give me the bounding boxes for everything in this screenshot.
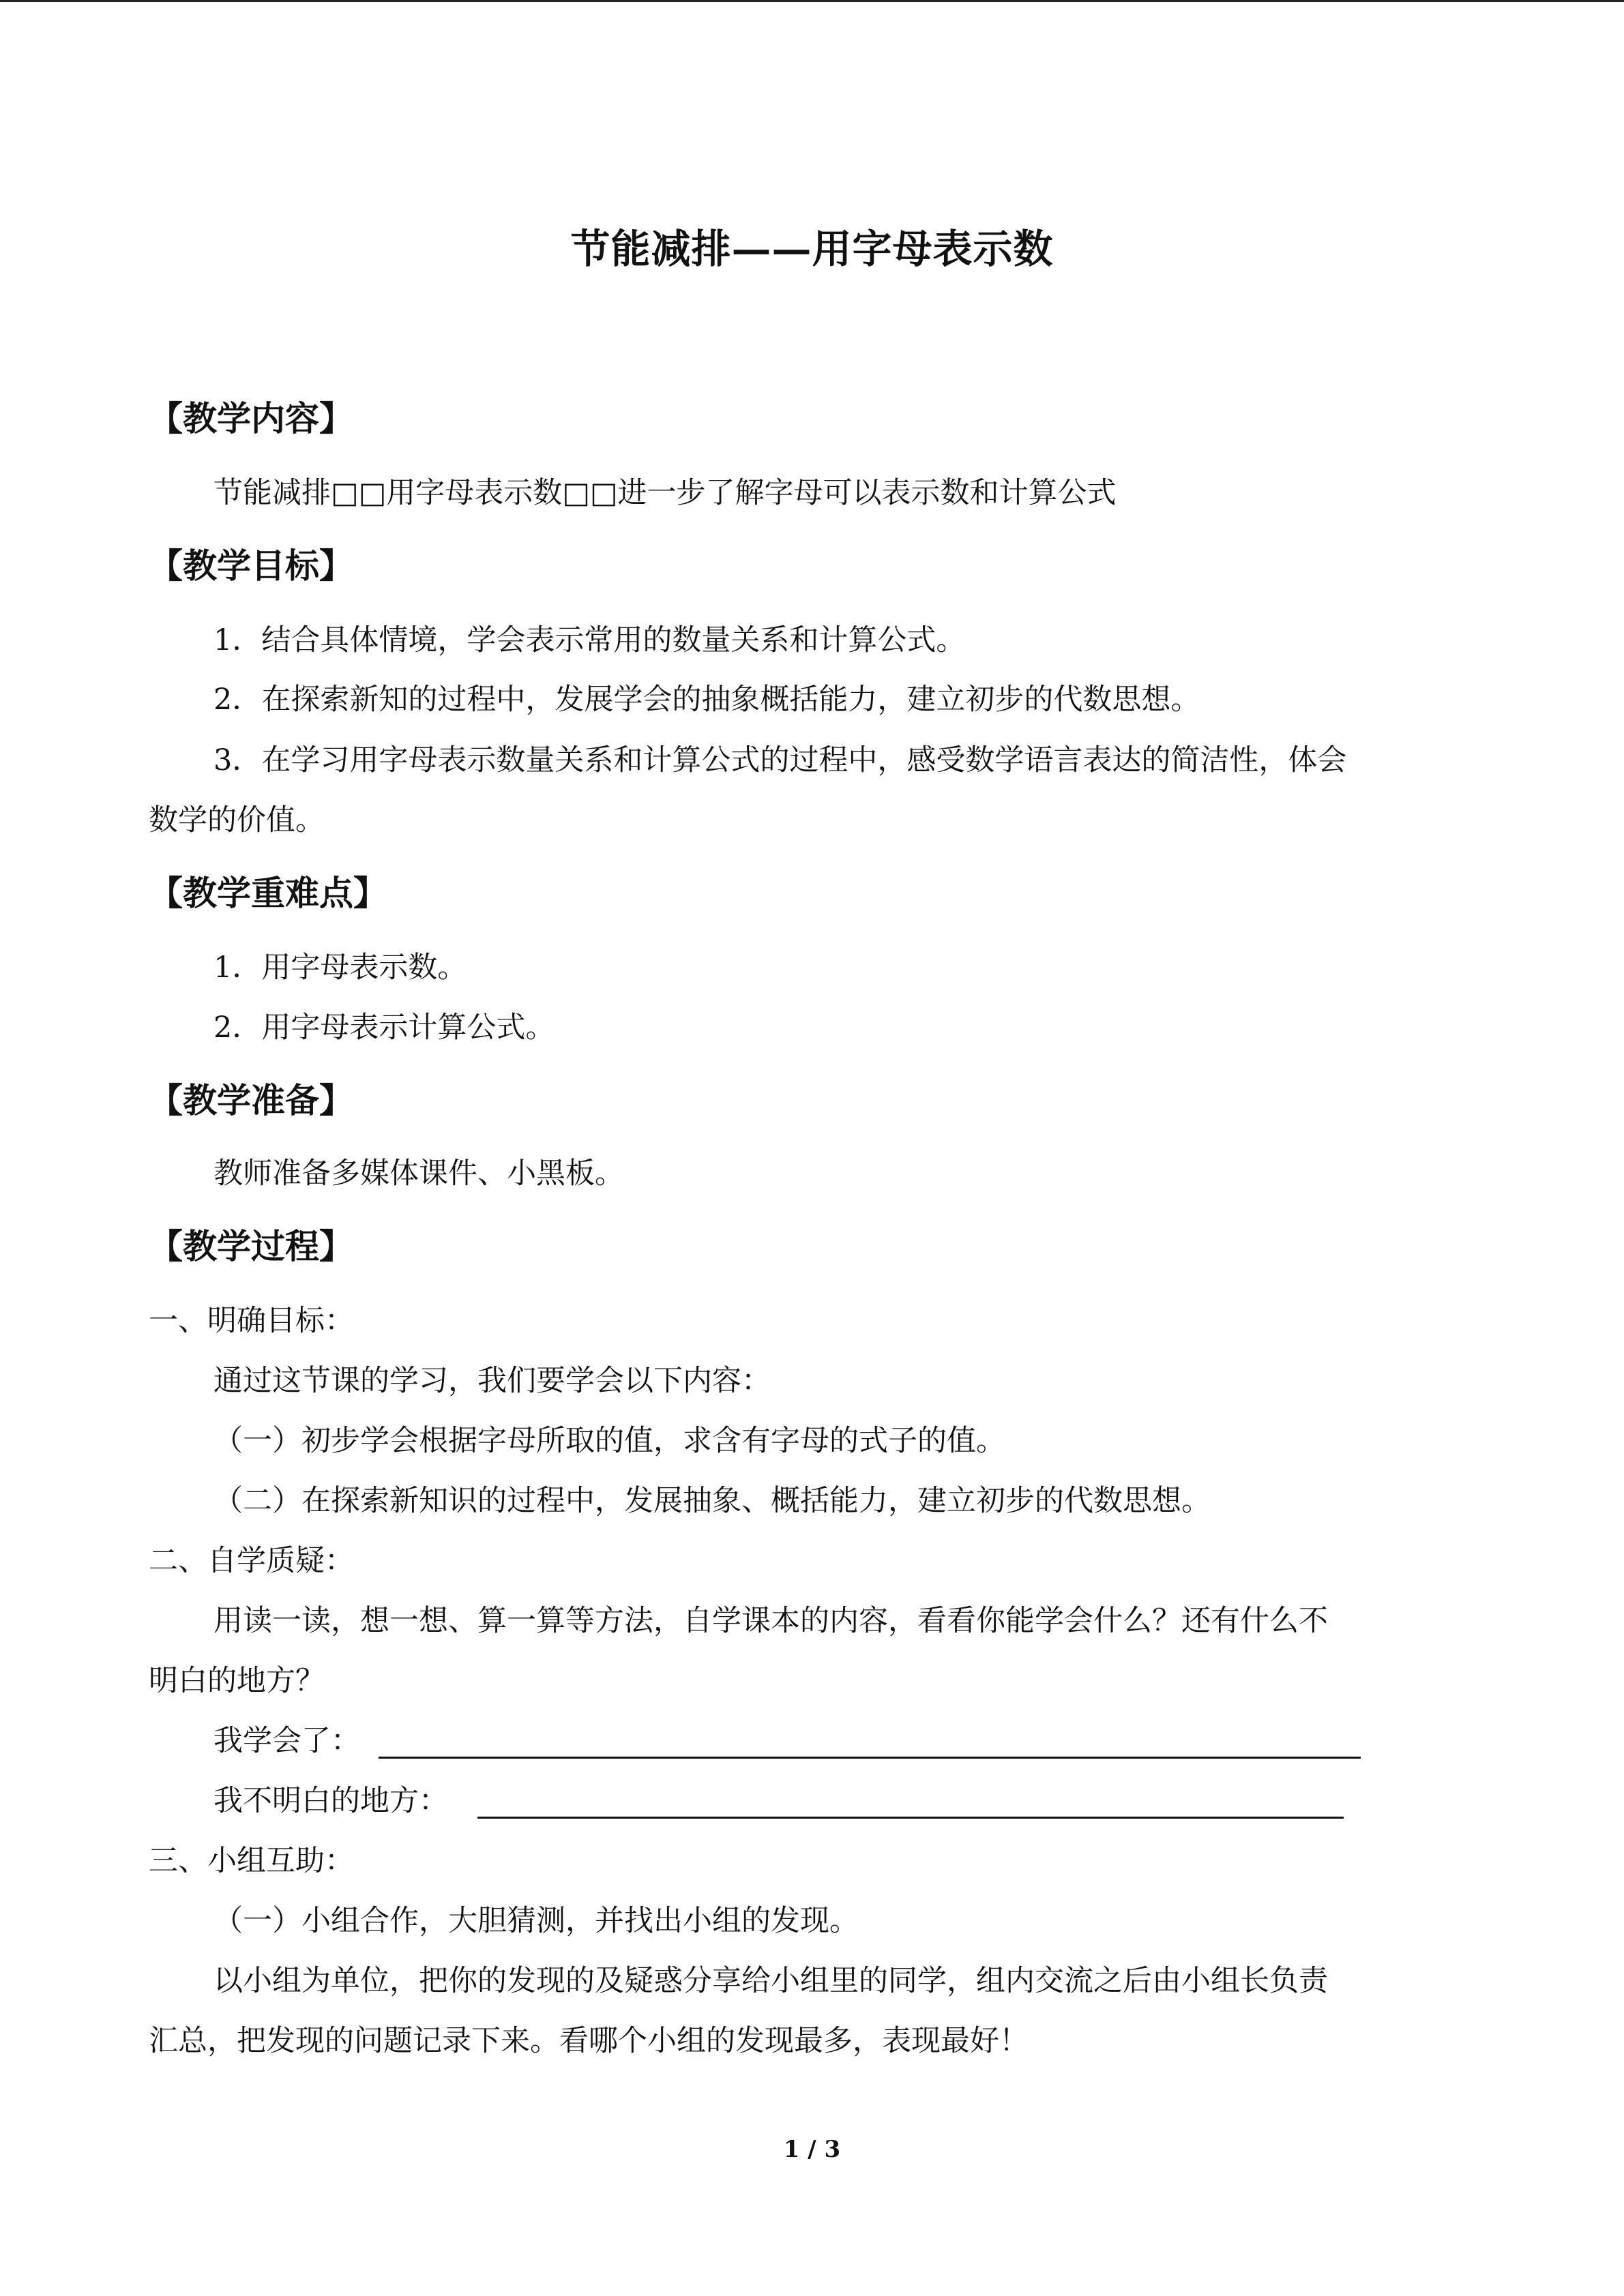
- process-part1-item-1: （一）初步学会根据字母所取的值，求含有字母的式子的值。: [213, 1424, 1005, 1458]
- process-part3-title: 三、小组互助：: [149, 1844, 354, 1878]
- process-part2-text: 用读一读，想一想、算一算等方法，自学课本的内容，看看你能学会什么？还有什么不: [213, 1604, 1328, 1638]
- key-point-item-1: 1．用字母表示数。: [213, 951, 467, 985]
- key-point-item-2: 2．用字母表示计算公式。: [213, 1011, 555, 1045]
- goal-item-3: 3．在学习用字母表示数量关系和计算公式的过程中，感受数学语言表达的简洁性，体会: [213, 743, 1347, 777]
- prep-text: 教师准备多媒体课件、小黑板。: [213, 1157, 624, 1191]
- goal-item-1: 1．结合具体情境，学会表示常用的数量关系和计算公式。: [213, 623, 966, 657]
- section-heading-key-points: 【教学重难点】: [149, 873, 387, 913]
- unclear-answer-line[interactable]: [477, 1817, 1344, 1819]
- learned-label: 我学会了：: [213, 1724, 360, 1758]
- process-part1-title: 一、明确目标：: [149, 1304, 354, 1338]
- process-part3-item-1: （一）小组合作，大胆猜测，并找出小组的发现。: [213, 1904, 859, 1938]
- page-number: 1 / 3: [783, 2136, 841, 2163]
- top-border-rule: [0, 0, 1624, 2]
- content-text: 节能减排□□用字母表示数□□进一步了解字母可以表示数和计算公式: [213, 476, 1117, 510]
- learned-answer-line[interactable]: [379, 1757, 1361, 1759]
- section-heading-prep: 【教学准备】: [149, 1080, 353, 1120]
- process-part2-title: 二、自学质疑：: [149, 1544, 354, 1578]
- process-part3-text-continued: 汇总，把发现的问题记录下来。看哪个小组的发现最多，表现最好！: [149, 2024, 1029, 2058]
- section-heading-content: 【教学内容】: [149, 398, 353, 438]
- unclear-label: 我不明白的地方：: [213, 1784, 448, 1818]
- document-title: 节能减排——用字母表示数: [570, 226, 1054, 272]
- process-part1-item-2: （二）在探索新知识的过程中，发展抽象、概括能力，建立初步的代数思想。: [213, 1484, 1211, 1518]
- section-heading-goals: 【教学目标】: [149, 546, 353, 586]
- process-part2-text-continued: 明白的地方？: [149, 1664, 325, 1698]
- goal-item-3-continued: 数学的价值。: [149, 803, 325, 837]
- process-part1-intro: 通过这节课的学习，我们要学会以下内容：: [213, 1364, 771, 1398]
- section-heading-process: 【教学过程】: [149, 1226, 353, 1266]
- goal-item-2: 2．在探索新知的过程中，发展学会的抽象概括能力，建立初步的代数思想。: [213, 683, 1200, 717]
- process-part3-text: 以小组为单位，把你的发现的及疑惑分享给小组里的同学，组内交流之后由小组长负责: [213, 1964, 1328, 1998]
